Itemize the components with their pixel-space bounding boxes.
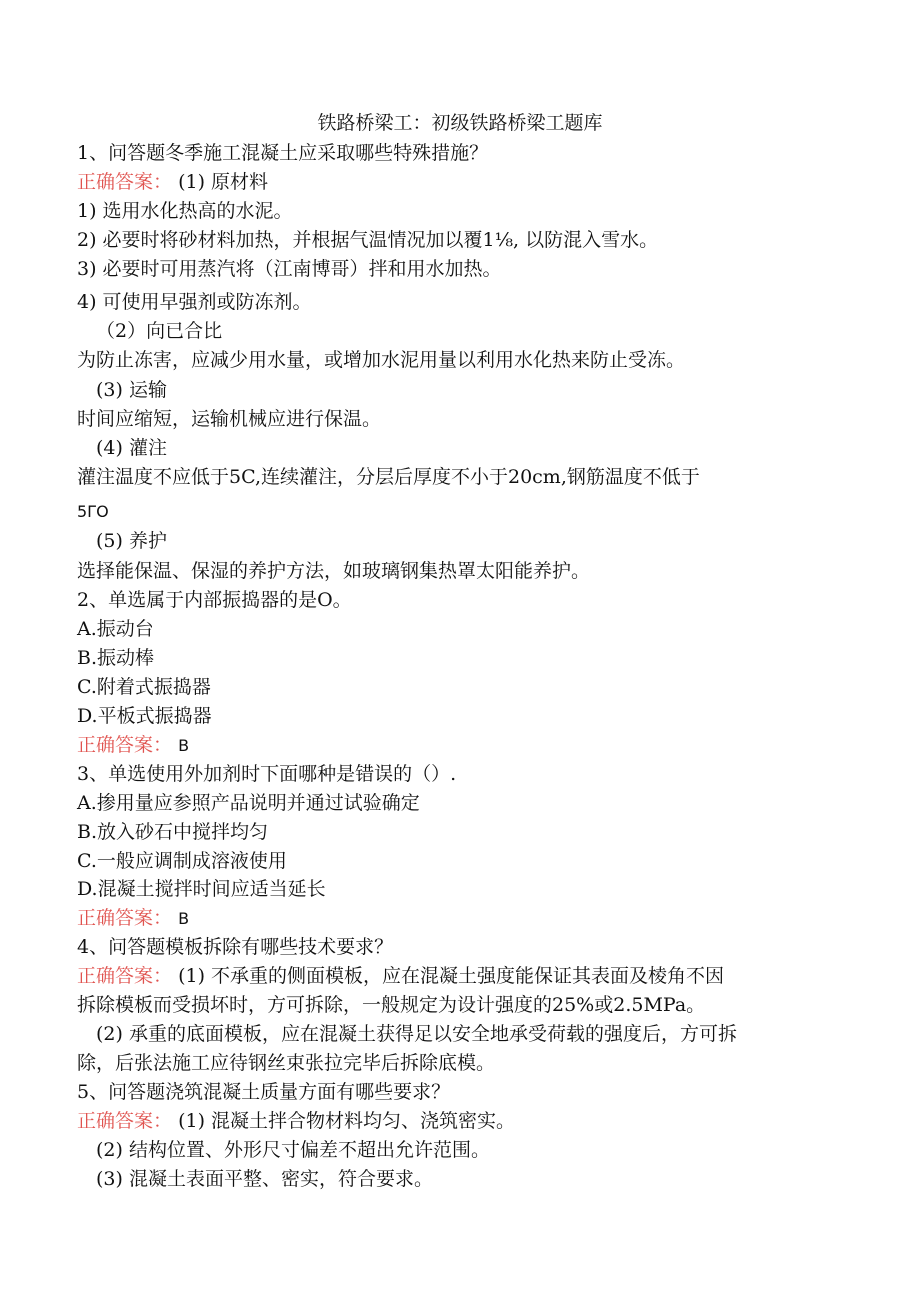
- q1-section-3: (3) 运输: [96, 379, 167, 401]
- q1-section-5-text: 选择能保温、保湿的养护方法，如玻璃钢集热罩太阳能养护。: [77, 560, 591, 582]
- q4-answer-2: (2) 承重的底面模板，应在混凝土获得足以安全地承受荷载的强度后，方可拆: [96, 1023, 737, 1045]
- q4-question: 4、问答题模板拆除有哪些技术要求？: [77, 936, 394, 958]
- q3-option-d: D.混凝土搅拌时间应适当延长: [77, 878, 326, 900]
- q4-answer-2-cont: 除，后张法施工应待钢丝束张拉完毕后拆除底模。: [77, 1052, 496, 1074]
- q2-option-b: B.振动棒: [77, 647, 155, 669]
- q3-option-b: B.放入砂石中搅拌均匀: [77, 821, 269, 843]
- q5-question: 5、问答题浇筑混凝土质量方面有哪些要求？: [77, 1081, 451, 1103]
- q2-option-a: A.振动台: [77, 618, 154, 640]
- q1-section-4-text-cont: 5ΓO: [77, 502, 109, 521]
- q5-answer-1: (1) 混凝土拌合物材料均匀、浇筑密实。: [178, 1110, 516, 1132]
- q1-section-1: (1) 原材料: [178, 171, 269, 193]
- q1-section-2-text: 为防止冻害，应减少用水量，或增加水泥用量以利用水化热来防止受冻。: [77, 349, 686, 371]
- q3-answer: B: [178, 909, 190, 928]
- q4-answer-1: (1) 不承重的侧面模板，应在混凝土强度能保证其表面及棱角不因: [178, 965, 725, 987]
- q1-question: 1、问答题冬季施工混凝土应采取哪些特殊措施？: [77, 142, 489, 164]
- answer-label: 正确答案：: [77, 907, 173, 929]
- q1-section-3-text: 时间应缩短，运输机械应进行保温。: [77, 408, 382, 430]
- q3-answer-line: [77, 906, 189, 931]
- q3-option-a: A.掺用量应参照产品说明并通过试验确定: [77, 792, 420, 814]
- document-title: 铁路桥梁工：初级铁路桥梁工题库: [317, 112, 603, 134]
- q2-option-c: C.附着式振捣器: [77, 676, 211, 698]
- q1-item-4: 4) 可使用早强剂或防冻剂。: [77, 291, 312, 313]
- q1-item-2: 2) 必要时将砂材料加热，并根据气温情况加以覆1⅛, 以防混入雪水。: [77, 229, 659, 251]
- q3-question: 3、单选使用外加剂时下面哪种是错误的（）.: [77, 763, 457, 785]
- answer-label: 正确答案：: [77, 734, 173, 756]
- q2-answer: B: [178, 736, 190, 755]
- q2-question: 2、单选属于内部振捣器的是O。: [77, 589, 352, 611]
- q1-item-1: 1) 选用水化热高的水泥。: [77, 200, 293, 222]
- q5-answer-line: [77, 1109, 515, 1133]
- q5-answer-3: (3) 混凝土表面平整、密实，符合要求。: [96, 1168, 433, 1190]
- answer-label: 正确答案：: [77, 1110, 173, 1132]
- answer-label: 正确答案：: [77, 965, 173, 987]
- answer-label: 正确答案：: [77, 171, 173, 193]
- q1-section-5: (5) 养护: [96, 530, 167, 552]
- q3-option-c: C.一般应调制成溶液使用: [77, 850, 287, 872]
- q1-section-4: (4) 灌注: [96, 437, 167, 459]
- q1-answer-line: [77, 170, 268, 194]
- q4-answer-line: [77, 964, 724, 988]
- q1-section-2: （2）向已合比: [96, 320, 223, 342]
- q2-answer-line: [77, 733, 189, 758]
- q1-item-3: 3) 必要时可用蒸汽将（江南博哥）拌和用水加热。: [77, 258, 502, 280]
- q5-answer-2: (2) 结构位置、外形尺寸偏差不超出允许范围。: [96, 1139, 490, 1161]
- q4-answer-1-cont: 拆除模板而受损坏时，方可拆除，一般规定为设计强度的25%或2.5MPa。: [77, 994, 706, 1016]
- q1-section-4-text: 灌注温度不应低于5C,连续灌注，分层后厚度不小于20cm,钢筋温度不低于: [77, 466, 700, 488]
- q2-option-d: D.平板式振捣器: [77, 705, 212, 727]
